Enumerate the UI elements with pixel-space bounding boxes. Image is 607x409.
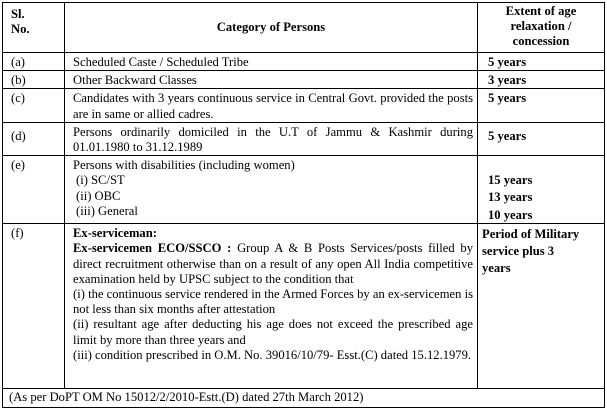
row-sl: (b) bbox=[3, 71, 65, 89]
row-sl: (e) bbox=[3, 156, 65, 224]
military-relaxation-line2: service plus 3 bbox=[482, 244, 555, 259]
header-relaxation-line3: concession bbox=[512, 34, 570, 49]
age-relaxation-table bbox=[2, 2, 605, 408]
row-relaxation bbox=[478, 224, 605, 389]
header-sl-no-line2: No. bbox=[11, 22, 30, 37]
header-relaxation bbox=[478, 3, 605, 53]
row-relaxation: 3 years bbox=[478, 71, 605, 89]
row-category: Persons ordinarily domiciled in the U.T of Jammu & Kashmir during 01.01.1980 to 31.12.1989 bbox=[65, 122, 478, 155]
row-category: Other Backward Classes bbox=[65, 71, 478, 89]
header-relaxation-line1: Extent of age bbox=[505, 4, 577, 18]
footer-note: (As per DoPT OM No 15012/2/2010-Estt.(D) dated 27th March 2012) bbox=[3, 389, 605, 408]
disability-relaxation: 10 years bbox=[488, 207, 533, 222]
table-row bbox=[3, 71, 605, 89]
disability-sub-item: (i) SC/ST bbox=[76, 173, 125, 188]
row-category: Candidates with 3 years continuous service in Central Govt. provided the posts are in same or allied cadres. bbox=[65, 89, 478, 122]
row-sl: (a) bbox=[3, 53, 65, 71]
ex-servicemen-condition: (ii) resultant age after deducting his age does not exceed the prescribed age limit by more than three years and bbox=[73, 317, 473, 347]
table-footer-row bbox=[3, 389, 605, 408]
disability-relaxation: 15 years bbox=[488, 173, 533, 188]
disability-relaxation: 13 years bbox=[488, 190, 533, 205]
disability-heading: Persons with disabilities (including women) bbox=[73, 158, 295, 173]
header-category bbox=[65, 3, 478, 53]
ex-serviceman-title: Ex-serviceman: bbox=[73, 226, 157, 241]
ex-servicemen-condition: (i) the continuous service rendered in the Armed Forces by an ex-servicemen is not less than six months after attestation bbox=[73, 287, 473, 317]
row-sl: (d) bbox=[3, 122, 65, 155]
row-sl: (c) bbox=[3, 89, 65, 122]
header-sl-no bbox=[3, 3, 65, 53]
row-category: Scheduled Caste / Scheduled Tribe bbox=[65, 53, 478, 71]
row-relaxation bbox=[478, 156, 605, 224]
ex-servicemen-subtitle: Ex-servicemen ECO/SSCO : bbox=[73, 241, 232, 256]
table-row bbox=[3, 89, 605, 122]
row-category bbox=[65, 156, 478, 224]
military-relaxation-line1: Period of Military bbox=[482, 227, 580, 242]
header-category-label: Category of Persons bbox=[216, 19, 326, 34]
row-category bbox=[65, 224, 478, 389]
header-relaxation-line2: relaxation / bbox=[510, 19, 572, 34]
military-relaxation-line3: years bbox=[482, 261, 511, 276]
row-relaxation: 5 years bbox=[478, 53, 605, 71]
row-sl: (f) bbox=[3, 224, 65, 389]
row-relaxation: 5 years bbox=[478, 122, 605, 155]
table-row bbox=[3, 53, 605, 71]
table-row bbox=[3, 122, 605, 155]
disability-sub-item: (ii) OBC bbox=[76, 188, 121, 203]
header-sl-no-line1: Sl. bbox=[11, 7, 25, 21]
row-relaxation: 5 years bbox=[478, 89, 605, 122]
ex-servicemen-condition: (iii) condition prescribed in O.M. No. 39016/10/79- Esst.(C) dated 15.12.1979. bbox=[73, 347, 472, 362]
table-header-row bbox=[3, 3, 605, 53]
disability-sub-item: (iii) General bbox=[76, 203, 138, 218]
table-row bbox=[3, 224, 605, 389]
table-row bbox=[3, 156, 605, 224]
ex-servicemen-intro: Group A & B Posts Services/posts filled by direct recruitment otherwise than on a result of any open All India competitive examination held by UPSC subject to the condition that bbox=[73, 241, 473, 286]
